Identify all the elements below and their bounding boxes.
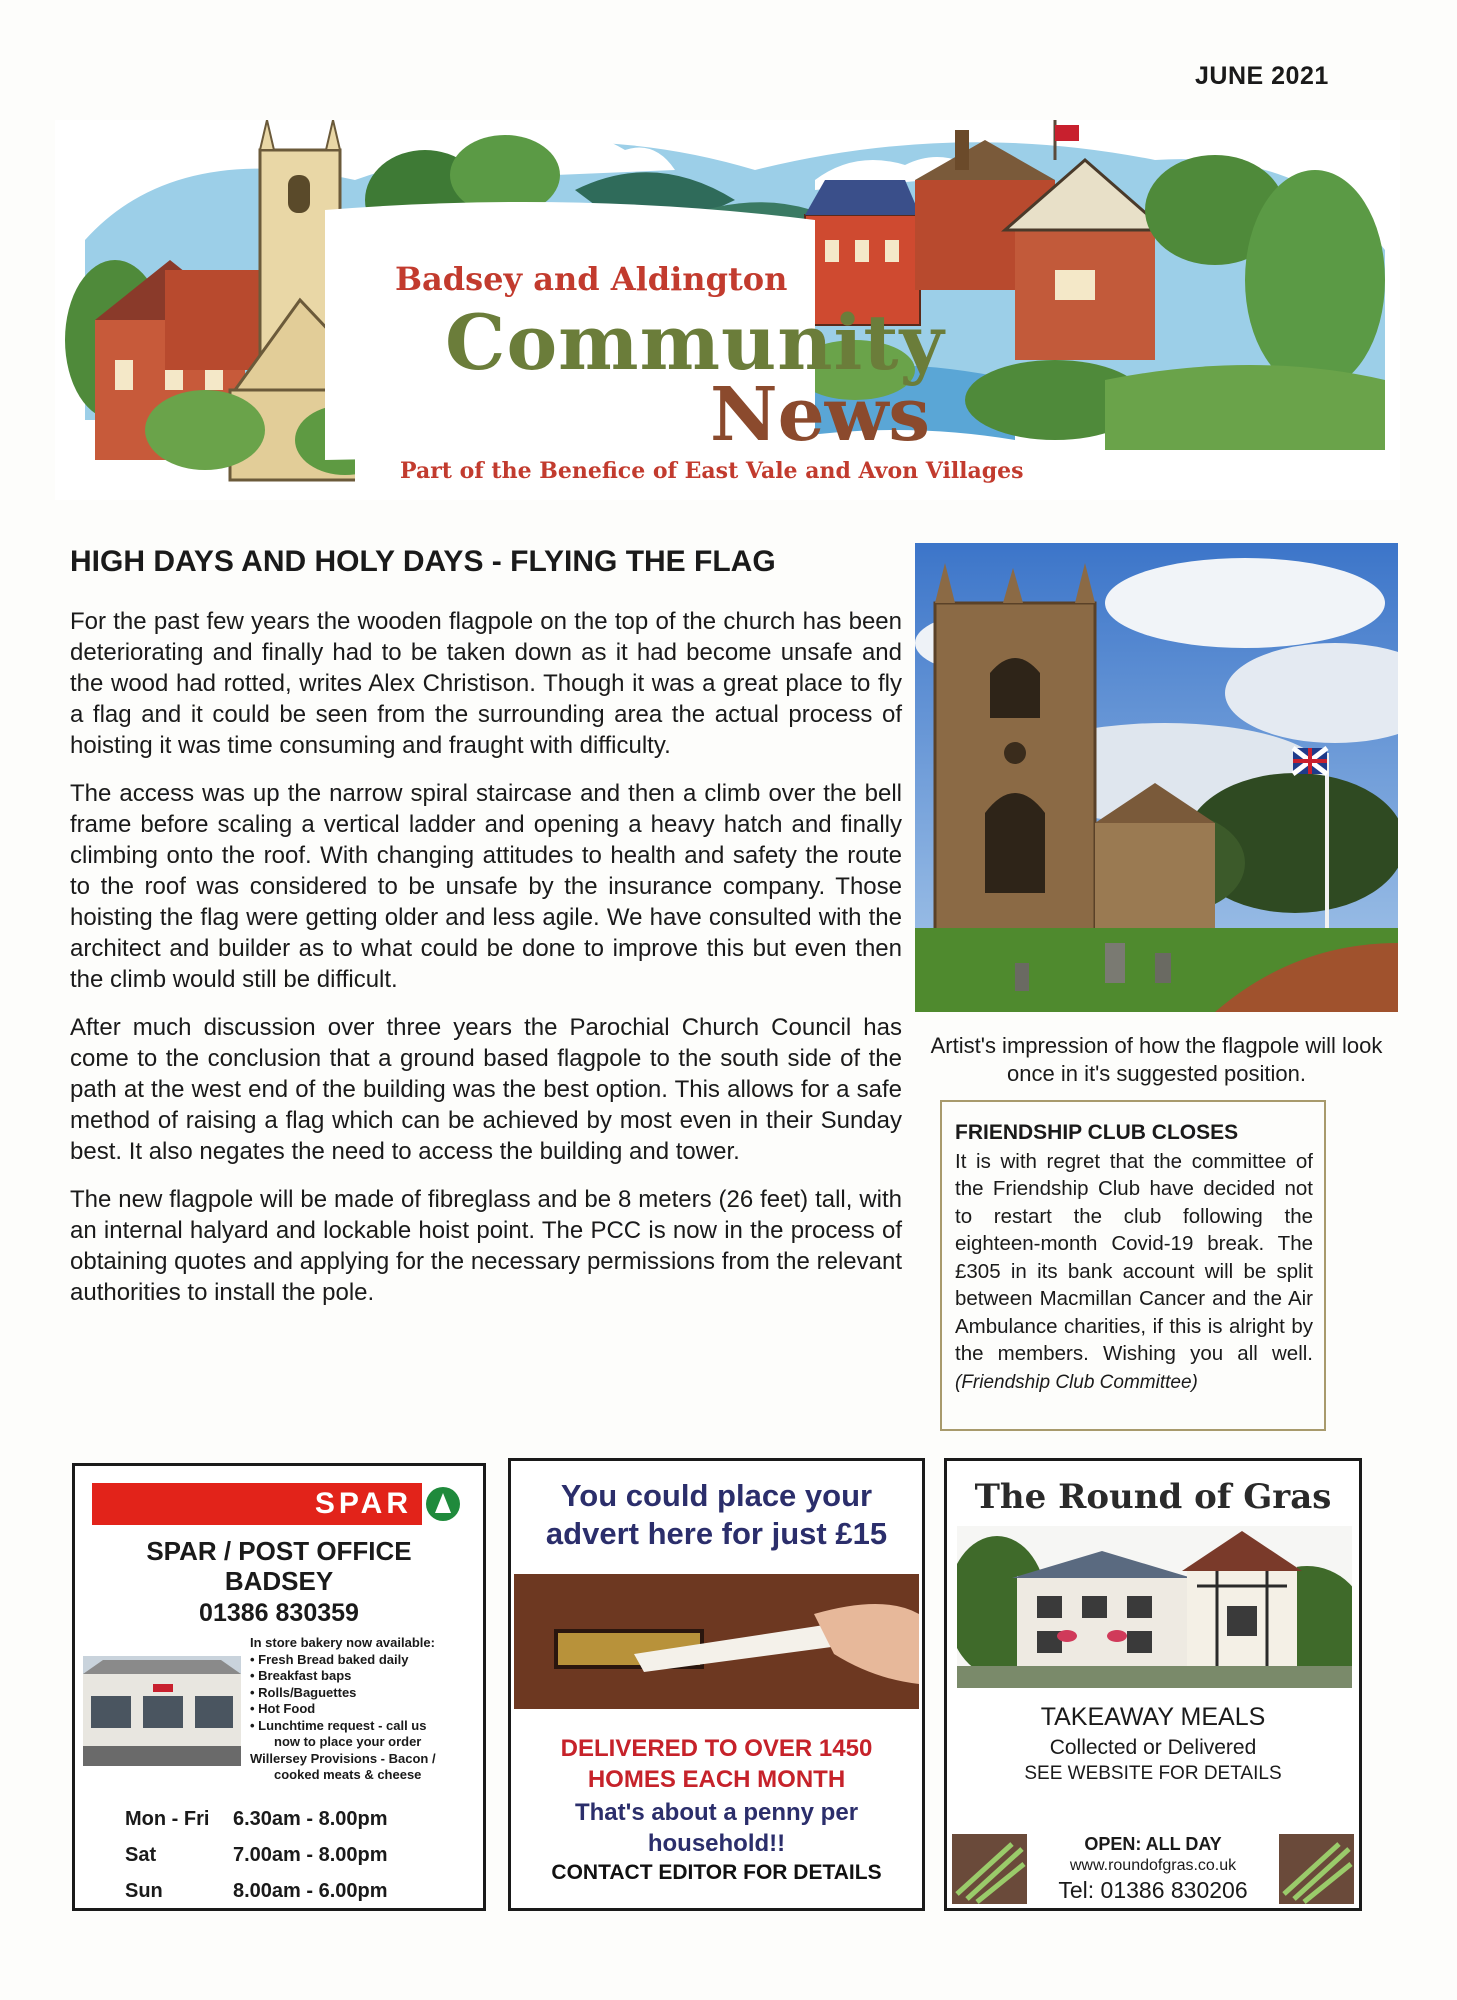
advert-headline xyxy=(511,1477,922,1553)
spar-logo xyxy=(92,1483,460,1525)
hours-time: 8.00am - 6.00pm xyxy=(233,1879,388,1902)
spar-phone: 01386 830359 xyxy=(199,1599,359,1627)
friendship-body xyxy=(955,1148,1313,1397)
friendship-club-box xyxy=(940,1100,1326,1431)
takeaway-meals: TAKEAWAY MEALS xyxy=(1040,1703,1266,1731)
bakery-line: • Rolls/Baguettes xyxy=(250,1684,357,1700)
article-body xyxy=(70,606,902,1325)
spar-bakery-list xyxy=(250,1635,480,1784)
bakery-line: Willersey Provisions - Bacon / xyxy=(250,1750,436,1766)
spar-opening-hours xyxy=(125,1801,388,1909)
spar-tree-icon xyxy=(426,1487,460,1521)
letterbox-photo xyxy=(514,1574,919,1709)
hours-day: Sun xyxy=(125,1879,163,1902)
gras-title: The Round of Gras xyxy=(974,1477,1332,1517)
pub-photo xyxy=(957,1526,1352,1688)
bakery-line: • Breakfast baps xyxy=(250,1668,352,1683)
penny-claim xyxy=(511,1797,922,1859)
gras-telephone: Tel: 01386 830206 xyxy=(1058,1877,1248,1903)
bakery-line: • Fresh Bread baked daily xyxy=(250,1651,409,1667)
place-your-advert xyxy=(508,1458,925,1911)
issue-date: JUNE 2021 xyxy=(1195,62,1329,90)
hours-row xyxy=(125,1873,388,1909)
spar-logo-text: SPAR xyxy=(92,1483,422,1525)
spar-title-line2: BADSEY xyxy=(224,1566,334,1596)
article-paragraph: The access was up the narrow spiral staircase and then a climb over the bell frame before scaling a vertical ladder and opening a heavy hatch and finally climbing onto the roof. With changing attitudes to health and safety the route to the roof was considered to be unsafe by the insurance company. Those hoisting the flag were getting older and less agile. We have consulted with the architect and builder as to what could be done to improve this but even then the climb would still be difficult. xyxy=(70,780,902,993)
collected-delivered: Collected or Delivered xyxy=(1049,1736,1257,1759)
delivery-claim xyxy=(511,1733,922,1795)
bakery-line: cooked meats & cheese xyxy=(274,1767,422,1782)
friendship-title: FRIENDSHIP CLUB CLOSES xyxy=(955,1121,1239,1144)
advert-headline-line2: advert here for just £15 xyxy=(545,1516,888,1551)
masthead-tagline: Part of the Benefice of East Vale and Avon Villages xyxy=(400,458,1024,484)
spar-title-line1: SPAR / POST OFFICE xyxy=(146,1536,412,1566)
hours-time: 7.00am - 8.00pm xyxy=(233,1843,388,1866)
delivery-line1: DELIVERED TO OVER 1450 xyxy=(560,1735,873,1762)
masthead-title-community: Community xyxy=(445,298,945,387)
hours-row xyxy=(125,1837,388,1873)
church-flagpole-photo xyxy=(915,543,1398,1012)
bakery-line: • Lunchtime request - call us xyxy=(250,1717,427,1733)
hours-day: Sat xyxy=(125,1843,157,1866)
masthead xyxy=(55,120,1400,500)
photo-caption: Artist's impression of how the flagpole will look once in it's suggested position. xyxy=(930,1033,1383,1086)
friendship-signoff: (Friendship Club Committee) xyxy=(955,1371,1198,1393)
delivery-line2: HOMES EACH MONTH xyxy=(587,1766,846,1793)
article-title: HIGH DAYS AND HOLY DAYS - FLYING THE FLAG xyxy=(70,545,776,578)
article-paragraph: The new flagpole will be made of fibreglass and be 8 meters (26 feet) tall, with an internal halyard and lockable hoist point. The PCC is now in the process of obtaining quotes and applying for the necessary permissions from the relevant authorities to install the pole. xyxy=(70,1186,902,1306)
contact-editor: CONTACT EDITOR FOR DETAILS xyxy=(551,1861,882,1884)
bakery-line: • Hot Food xyxy=(250,1701,316,1716)
penny-line1: That's about a penny per xyxy=(574,1799,859,1826)
bakery-line: In store bakery now available: xyxy=(250,1635,435,1650)
advert-headline-line1: You could place your xyxy=(560,1478,873,1513)
spar-shop-photo xyxy=(83,1656,241,1766)
article-paragraph: For the past few years the wooden flagpole on the top of the church has been deteriorating and finally had to be taken down as it had become unsafe and the wood had rotted, writes Alex Christison. Though it was a great place to fly a flag and it could be seen from the surrounding area the actual process of hoisting it was time consuming and fraught with difficulty. xyxy=(70,608,902,759)
see-website: SEE WEBSITE FOR DETAILS xyxy=(1024,1763,1282,1784)
spar-title xyxy=(75,1536,483,1596)
hours-time: 6.30am - 8.00pm xyxy=(233,1807,388,1830)
penny-line2: household!! xyxy=(647,1830,786,1857)
round-of-gras-advert xyxy=(944,1458,1362,1911)
friendship-text: It is with regret that the committee of the Friendship Club have decided not to restart the club following the eighteen-month Covid-19 break. The £305 in its bank account will be split between Macmillan Cancer and the Air Ambulance charities, if this is alright by the members. Wishing you all well. xyxy=(955,1149,1313,1365)
gras-website-url: www.roundofgras.co.uk xyxy=(1069,1857,1237,1874)
open-all-day: OPEN: ALL DAY xyxy=(1084,1834,1222,1854)
bakery-line: now to place your order xyxy=(274,1734,422,1749)
masthead-subtitle: Badsey and Aldington xyxy=(395,260,788,298)
masthead-title-news: News xyxy=(710,372,931,458)
hours-row xyxy=(125,1801,388,1837)
spar-advert xyxy=(72,1463,486,1911)
hours-day: Mon - Fri xyxy=(125,1807,210,1830)
article-paragraph: After much discussion over three years the Parochial Church Council has come to the conclusion that a ground based flagpole to the south side of the path at the west end of the building was the best option. This allows for a safe method of raising a flag which can be achieved by most even in their Sunday best. It also negates the need to access the building and tower. xyxy=(70,1014,902,1165)
